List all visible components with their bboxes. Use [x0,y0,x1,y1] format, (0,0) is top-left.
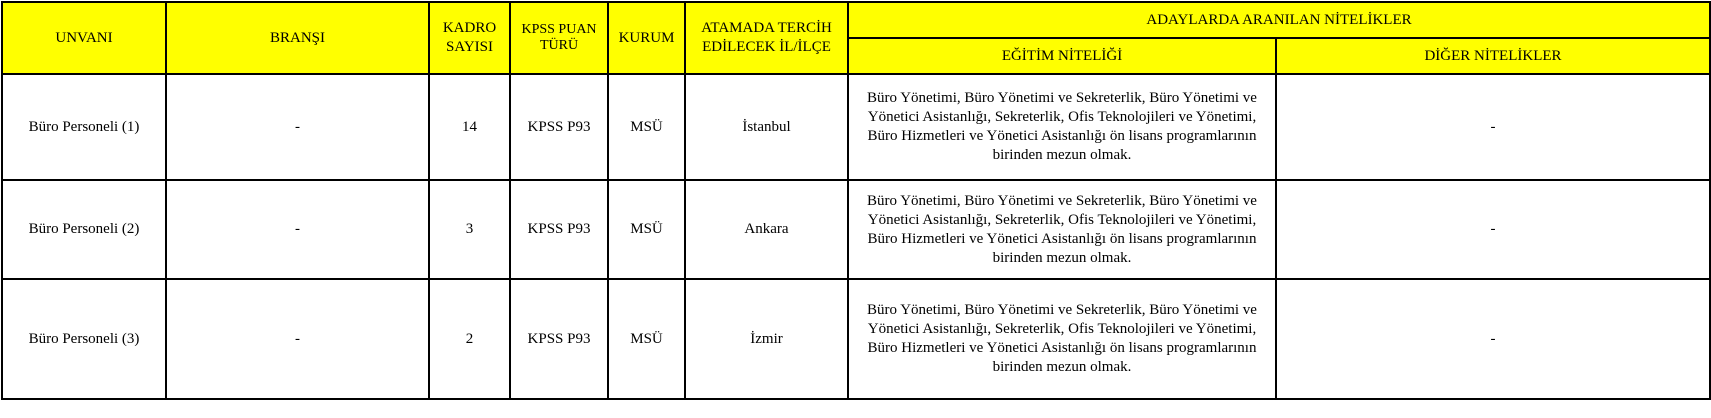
cell-kurum: MSÜ [608,180,685,279]
cell-unvani: Büro Personeli (3) [2,279,166,399]
cell-kadro-sayisi: 14 [429,74,510,180]
staffing-table [1,1,1711,400]
cell-egitim-niteligi: Büro Yönetimi, Büro Yönetimi ve Sekreterlik, Büro Yönetimi ve Yönetici Asistanlığı, Sekreterlik, Ofis Teknolojileri ve Yönetimi, Büro Hizmetleri ve Yönetici Asistanlığı ön lisans programlarının birinden mezun olmak. [848,180,1276,279]
header-bransi: BRANŞI [166,2,429,74]
cell-atama-il: İzmir [685,279,848,399]
cell-kadro-sayisi: 2 [429,279,510,399]
header-atama-il: ATAMADA TERCİH EDİLECEK İL/İLÇE [685,2,848,74]
header-kurum: KURUM [608,2,685,74]
cell-kurum: MSÜ [608,74,685,180]
header-nitelikler-group: ADAYLARDA ARANILAN NİTELİKLER [848,2,1710,38]
cell-kpss-puan-turu: KPSS P93 [510,279,608,399]
header-diger-nitelikler: DİĞER NİTELİKLER [1276,38,1710,74]
cell-unvani: Büro Personeli (1) [2,74,166,180]
cell-diger-nitelikler: - [1276,279,1710,399]
cell-bransi: - [166,180,429,279]
header-kpss-puan-turu: KPSS PUAN TÜRÜ [510,2,608,74]
table-row [2,180,1710,279]
cell-egitim-niteligi: Büro Yönetimi, Büro Yönetimi ve Sekreterlik, Büro Yönetimi ve Yönetici Asistanlığı, Sekreterlik, Ofis Teknolojileri ve Yönetimi, Büro Hizmetleri ve Yönetici Asistanlığı ön lisans programlarının birinden mezun olmak. [848,74,1276,180]
header-kadro-sayisi: KADRO SAYISI [429,2,510,74]
table-row [2,74,1710,180]
cell-egitim-niteligi: Büro Yönetimi, Büro Yönetimi ve Sekreterlik, Büro Yönetimi ve Yönetici Asistanlığı, Sekreterlik, Ofis Teknolojileri ve Yönetimi, Büro Hizmetleri ve Yönetici Asistanlığı ön lisans programlarının birinden mezun olmak. [848,279,1276,399]
cell-bransi: - [166,279,429,399]
table-row [2,279,1710,399]
cell-diger-nitelikler: - [1276,74,1710,180]
cell-bransi: - [166,74,429,180]
header-row-top [2,2,1710,38]
cell-kurum: MSÜ [608,279,685,399]
header-unvani: UNVANI [2,2,166,74]
cell-atama-il: Ankara [685,180,848,279]
cell-kpss-puan-turu: KPSS P93 [510,180,608,279]
cell-kadro-sayisi: 3 [429,180,510,279]
header-egitim-niteligi: EĞİTİM NİTELİĞİ [848,38,1276,74]
cell-atama-il: İstanbul [685,74,848,180]
cell-unvani: Büro Personeli (2) [2,180,166,279]
cell-diger-nitelikler: - [1276,180,1710,279]
cell-kpss-puan-turu: KPSS P93 [510,74,608,180]
